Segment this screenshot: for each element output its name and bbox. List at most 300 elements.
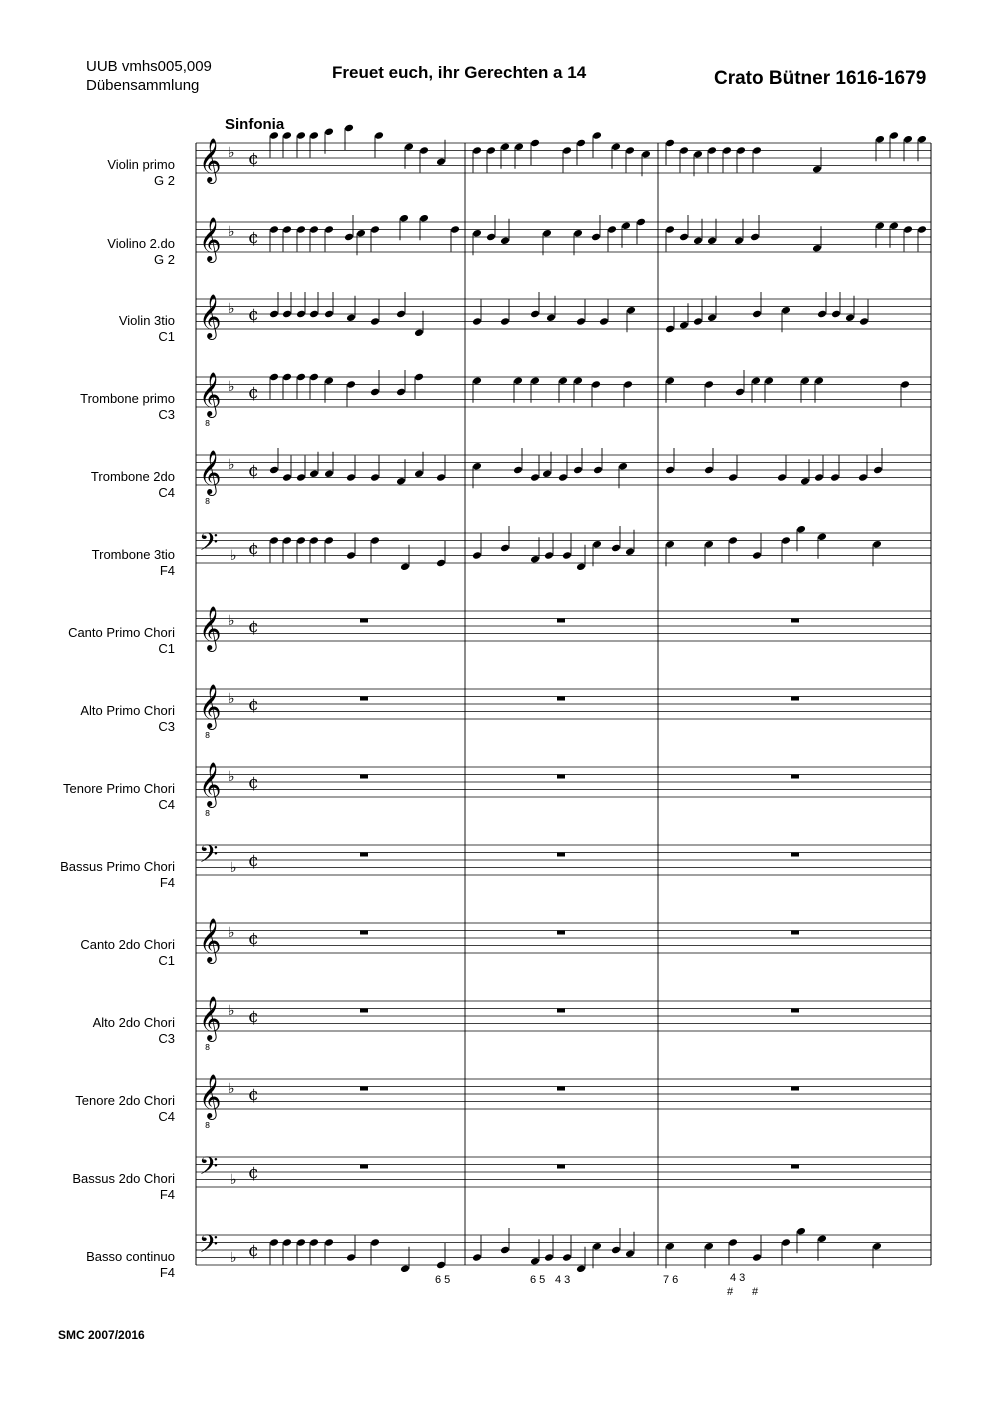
instrument-name: Alto Primo Chori: [80, 703, 175, 718]
note-head: [900, 380, 910, 389]
note-head: [282, 473, 292, 482]
time-signature: ¢: [248, 461, 259, 481]
note-head: [752, 1253, 762, 1262]
key-flat-icon: ♭: [228, 1003, 235, 1019]
note-head: [396, 477, 406, 486]
note-head: [436, 473, 446, 482]
note-head: [817, 310, 827, 319]
key-flat-icon: ♭: [228, 691, 235, 707]
composer: Crato Bütner 1616-1679: [714, 68, 927, 89]
note-head: [693, 150, 703, 159]
note-head: [282, 536, 292, 545]
note-head: [282, 310, 292, 319]
note-head: [889, 131, 899, 140]
key-flat-icon: ♭: [230, 1172, 237, 1188]
note-head: [282, 373, 292, 382]
clef-code: C1: [158, 641, 175, 656]
note-head: [665, 540, 675, 549]
bass-clef-icon: 𝄢: [199, 840, 219, 875]
note-head: [752, 310, 762, 319]
note-head: [665, 139, 675, 148]
note-head: [735, 388, 745, 397]
whole-rest: [557, 1087, 565, 1091]
note-head: [324, 469, 334, 478]
note-head: [500, 142, 510, 151]
time-signature: ¢: [248, 539, 259, 559]
note-head: [707, 146, 717, 155]
key-flat-icon: ♭: [230, 860, 237, 876]
note-head: [269, 131, 279, 140]
note-head: [282, 131, 292, 140]
note-head: [530, 473, 540, 482]
note-head: [558, 376, 568, 385]
clef-code: C4: [158, 797, 175, 812]
clef-code: C1: [158, 953, 175, 968]
instrument-name: Alto 2do Chori: [92, 1015, 175, 1030]
note-head: [845, 313, 855, 322]
octave-marker: 8: [205, 497, 211, 506]
note-head: [751, 376, 761, 385]
whole-rest: [791, 619, 799, 623]
whole-rest: [791, 697, 799, 701]
note-head: [514, 142, 524, 151]
note-head: [875, 221, 885, 230]
note-head: [875, 135, 885, 144]
note-head: [573, 376, 583, 385]
note-head: [736, 146, 746, 155]
note-head: [728, 1238, 738, 1247]
instrument-name: Basso continuo: [86, 1249, 175, 1264]
treble-clef-icon: 𝄞: [199, 918, 222, 962]
treble-clef-icon: 𝄞: [199, 294, 222, 338]
instrument-name: Bassus 2do Chori: [72, 1171, 175, 1186]
whole-rest: [557, 1009, 565, 1013]
note-head: [530, 139, 540, 148]
whole-rest: [791, 931, 799, 935]
clefs: [199, 138, 259, 1266]
note-head: [399, 214, 409, 223]
note-head: [414, 373, 424, 382]
treble-clef-icon: 𝄞: [199, 1074, 222, 1118]
note-head: [781, 306, 791, 315]
note-head: [396, 310, 406, 319]
treble-clef-icon: 𝄞: [199, 138, 222, 182]
time-signature: ¢: [248, 617, 259, 637]
note-head: [562, 1253, 572, 1262]
clef-code: G 2: [154, 173, 175, 188]
whole-rest: [557, 775, 565, 779]
note-head: [296, 131, 306, 140]
figured-bass-figure: 4 3: [555, 1274, 571, 1286]
note-head: [591, 380, 601, 389]
clef-code: C3: [158, 1031, 175, 1046]
whole-rest: [360, 853, 368, 857]
instrument-name: Trombone 2do: [90, 469, 175, 484]
note-head: [599, 317, 609, 326]
note-head: [356, 229, 366, 238]
note-head: [530, 310, 540, 319]
note-head: [544, 1253, 554, 1262]
clef-code: C1: [158, 329, 175, 344]
note-head: [309, 469, 319, 478]
note-head: [872, 1242, 882, 1251]
note-head: [777, 473, 787, 482]
note-head: [796, 1227, 806, 1236]
note-head: [546, 313, 556, 322]
note-head: [917, 135, 927, 144]
notes: [269, 124, 927, 1273]
note-head: [592, 131, 602, 140]
whole-rest: [791, 775, 799, 779]
note-head: [396, 388, 406, 397]
instrument-name: Violino 2.do: [107, 236, 175, 251]
octave-marker: 8: [205, 1121, 211, 1130]
note-head: [625, 1249, 635, 1258]
whole-rest: [557, 1165, 565, 1169]
note-head: [542, 229, 552, 238]
time-signature: ¢: [248, 383, 259, 403]
note-head: [831, 310, 841, 319]
note-head: [296, 225, 306, 234]
note-head: [324, 225, 334, 234]
note-head: [796, 525, 806, 534]
note-head: [665, 376, 675, 385]
treble-clef-icon: 𝄞: [199, 372, 222, 416]
note-head: [734, 236, 744, 245]
figured-bass: [435, 1272, 759, 1298]
note-head: [618, 462, 628, 471]
note-head: [830, 473, 840, 482]
note-head: [665, 325, 675, 334]
note-head: [592, 1242, 602, 1251]
note-head: [296, 1238, 306, 1247]
note-head: [513, 466, 523, 475]
note-head: [400, 1264, 410, 1273]
instrument-name: Violin primo: [107, 157, 175, 172]
note-head: [404, 142, 414, 151]
whole-rest: [557, 931, 565, 935]
note-head: [607, 225, 617, 234]
note-head: [576, 317, 586, 326]
note-head: [282, 225, 292, 234]
whole-rest: [791, 1009, 799, 1013]
clef-code: F4: [159, 563, 175, 578]
figured-bass-figure: #: [752, 1286, 759, 1298]
note-head: [530, 555, 540, 564]
note-head: [324, 376, 334, 385]
figured-bass-figure: 6 5: [530, 1274, 546, 1286]
key-flat-icon: ♭: [228, 457, 235, 473]
note-head: [728, 536, 738, 545]
note-head: [665, 225, 675, 234]
note-head: [814, 473, 824, 482]
whole-rest: [360, 775, 368, 779]
note-head: [573, 466, 583, 475]
note-head: [269, 1238, 279, 1247]
key-flat-icon: ♭: [228, 145, 235, 161]
note-head: [800, 477, 810, 486]
octave-marker: 8: [205, 731, 211, 740]
note-head: [611, 544, 621, 553]
note-head: [450, 225, 460, 234]
note-head: [486, 146, 496, 155]
note-head: [903, 135, 913, 144]
figured-bass-figure: 7 6: [663, 1274, 679, 1286]
clef-code: C4: [158, 1109, 175, 1124]
instrument-name: Tenore 2do Chori: [75, 1093, 175, 1108]
note-head: [472, 376, 482, 385]
instrument-name: Trombone primo: [80, 391, 175, 406]
note-head: [593, 466, 603, 475]
note-head: [625, 146, 635, 155]
note-head: [370, 388, 380, 397]
note-head: [370, 473, 380, 482]
figured-bass-figure: #: [727, 1286, 734, 1298]
note-head: [309, 310, 319, 319]
bass-clef-icon: 𝄢: [199, 1230, 219, 1265]
note-head: [544, 551, 554, 560]
note-head: [414, 328, 424, 337]
note-head: [370, 536, 380, 545]
instrument-name: Violin 3tio: [118, 313, 175, 328]
clef-code: G 2: [154, 252, 175, 267]
collection-name: Dübensammlung: [86, 77, 200, 94]
note-head: [679, 321, 689, 330]
note-head: [625, 547, 635, 556]
note-head: [812, 244, 822, 253]
note-head: [641, 150, 651, 159]
note-head: [370, 225, 380, 234]
note-head: [530, 376, 540, 385]
note-head: [500, 1246, 510, 1255]
note-head: [722, 146, 732, 155]
time-signature: ¢: [248, 305, 259, 325]
note-head: [679, 146, 689, 155]
note-head: [374, 131, 384, 140]
time-signature: ¢: [248, 929, 259, 949]
source-id: UUB vmhs005,009: [86, 58, 212, 75]
note-head: [472, 1253, 482, 1262]
key-flat-icon: ♭: [228, 1081, 235, 1097]
note-head: [436, 1261, 446, 1270]
note-head: [344, 124, 354, 133]
note-head: [576, 139, 586, 148]
note-head: [324, 536, 334, 545]
note-head: [269, 373, 279, 382]
note-head: [346, 473, 356, 482]
note-head: [704, 466, 714, 475]
note-head: [309, 1238, 319, 1247]
whole-rest: [360, 1009, 368, 1013]
note-head: [309, 131, 319, 140]
note-head: [562, 146, 572, 155]
note-head: [309, 373, 319, 382]
note-head: [573, 229, 583, 238]
note-head: [513, 376, 523, 385]
note-head: [542, 469, 552, 478]
clef-code: C3: [158, 407, 175, 422]
time-signature: ¢: [248, 773, 259, 793]
note-head: [812, 165, 822, 174]
instrument-name: Canto Primo Chori: [68, 625, 175, 640]
note-head: [500, 236, 510, 245]
note-head: [636, 218, 646, 227]
note-head: [817, 532, 827, 541]
note-head: [781, 536, 791, 545]
time-signature: ¢: [248, 695, 259, 715]
note-head: [500, 317, 510, 326]
note-head: [414, 469, 424, 478]
octave-marker: 8: [205, 809, 211, 818]
note-head: [592, 540, 602, 549]
note-head: [800, 376, 810, 385]
instrument-name: Canto 2do Chori: [80, 937, 175, 952]
note-head: [472, 146, 482, 155]
key-flat-icon: ♭: [228, 379, 235, 395]
note-head: [858, 473, 868, 482]
note-head: [704, 540, 714, 549]
note-head: [903, 225, 913, 234]
note-head: [344, 233, 354, 242]
whole-rest: [360, 1165, 368, 1169]
treble-clef-icon: 𝄞: [199, 606, 222, 650]
note-head: [873, 466, 883, 475]
octave-marker: 8: [205, 419, 211, 428]
section-label: Sinfonia: [225, 116, 285, 133]
note-head: [324, 1238, 334, 1247]
whole-rest: [791, 1165, 799, 1169]
time-signature: ¢: [248, 228, 259, 248]
key-flat-icon: ♭: [228, 301, 235, 317]
note-head: [269, 536, 279, 545]
note-head: [436, 157, 446, 166]
clef-code: F4: [159, 1187, 175, 1202]
note-head: [472, 462, 482, 471]
time-signature: ¢: [248, 149, 259, 169]
note-head: [282, 1238, 292, 1247]
note-head: [296, 373, 306, 382]
note-head: [679, 233, 689, 242]
note-head: [346, 551, 356, 560]
note-head: [419, 146, 429, 155]
note-head: [623, 380, 633, 389]
whole-rest: [557, 697, 565, 701]
note-head: [400, 562, 410, 571]
note-head: [269, 466, 279, 475]
note-head: [707, 313, 717, 322]
whole-rest: [791, 853, 799, 857]
note-head: [576, 562, 586, 571]
page-title: Freuet euch, ihr Gerechten a 14: [332, 63, 587, 82]
note-head: [814, 376, 824, 385]
figured-bass-figure: 4 3: [730, 1272, 746, 1284]
note-head: [530, 1257, 540, 1266]
note-head: [346, 313, 356, 322]
whole-rest: [557, 619, 565, 623]
note-head: [472, 229, 482, 238]
clef-code: C3: [158, 719, 175, 734]
octave-marker: 8: [205, 1043, 211, 1052]
note-head: [621, 221, 631, 230]
bass-clef-icon: 𝄢: [199, 1152, 219, 1187]
note-head: [889, 221, 899, 230]
clef-code: F4: [159, 1265, 175, 1280]
instrument-name: Trombone 3tio: [91, 547, 175, 562]
key-flat-icon: ♭: [228, 613, 235, 629]
note-head: [665, 1242, 675, 1251]
note-head: [558, 473, 568, 482]
note-head: [472, 551, 482, 560]
note-head: [750, 233, 760, 242]
note-head: [591, 233, 601, 242]
note-head: [269, 310, 279, 319]
whole-rest: [360, 931, 368, 935]
note-head: [486, 233, 496, 242]
note-head: [611, 142, 621, 151]
note-head: [704, 1242, 714, 1251]
whole-rest: [360, 619, 368, 623]
note-head: [309, 536, 319, 545]
note-head: [309, 225, 319, 234]
note-head: [500, 544, 510, 553]
note-head: [693, 317, 703, 326]
note-head: [576, 1264, 586, 1273]
note-head: [296, 473, 306, 482]
note-head: [296, 536, 306, 545]
note-head: [562, 551, 572, 560]
clef-code: F4: [159, 875, 175, 890]
note-head: [872, 540, 882, 549]
instrument-name: Tenore Primo Chori: [63, 781, 175, 796]
note-head: [752, 551, 762, 560]
note-head: [324, 310, 334, 319]
treble-clef-icon: 𝄞: [199, 684, 222, 728]
note-head: [472, 317, 482, 326]
whole-rest: [557, 853, 565, 857]
clef-code: C4: [158, 485, 175, 500]
note-head: [370, 1238, 380, 1247]
note-head: [665, 466, 675, 475]
instrument-name: Bassus Primo Chori: [60, 859, 175, 874]
time-signature: ¢: [248, 1241, 259, 1261]
treble-clef-icon: 𝄞: [199, 996, 222, 1040]
note-head: [296, 310, 306, 319]
figured-bass-figure: 6 5: [435, 1274, 451, 1286]
whole-rest: [360, 697, 368, 701]
note-head: [752, 146, 762, 155]
note-head: [817, 1234, 827, 1243]
treble-clef-icon: 𝄞: [199, 762, 222, 806]
note-head: [611, 1246, 621, 1255]
time-signature: ¢: [248, 1007, 259, 1027]
note-head: [346, 1253, 356, 1262]
time-signature: ¢: [248, 1085, 259, 1105]
treble-clef-icon: 𝄞: [199, 217, 222, 261]
note-head: [764, 376, 774, 385]
note-head: [269, 225, 279, 234]
time-signature: ¢: [248, 1163, 259, 1183]
key-flat-icon: ♭: [228, 224, 235, 240]
key-flat-icon: ♭: [230, 548, 237, 564]
note-head: [693, 236, 703, 245]
note-head: [707, 236, 717, 245]
bass-clef-icon: 𝄢: [199, 528, 219, 563]
note-head: [704, 380, 714, 389]
note-head: [346, 380, 356, 389]
key-flat-icon: ♭: [228, 769, 235, 785]
whole-rest: [360, 1087, 368, 1091]
note-head: [781, 1238, 791, 1247]
